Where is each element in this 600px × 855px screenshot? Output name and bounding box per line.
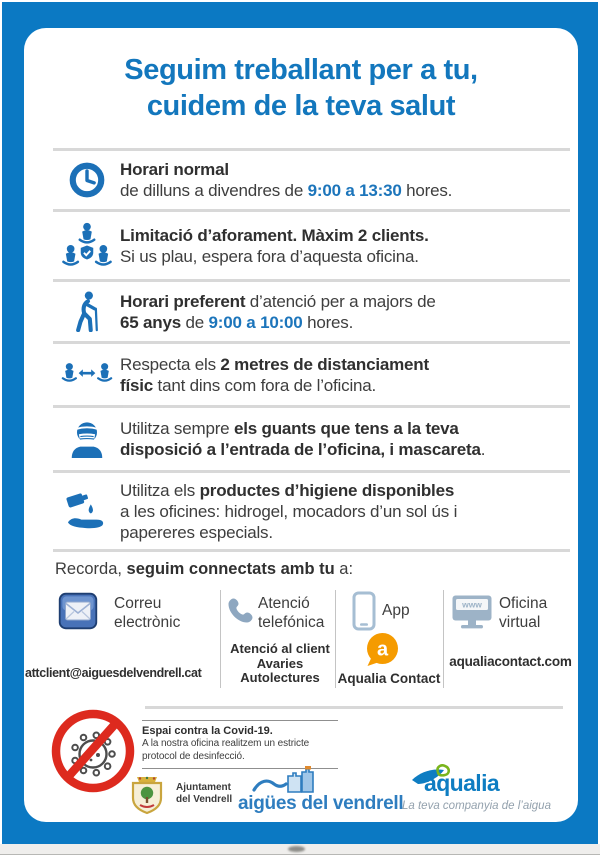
capacity-limit-icon	[62, 220, 112, 272]
phone-icon	[225, 596, 255, 631]
phone-service-line: Avaries	[256, 655, 304, 671]
item-text: Utilitza sempre els guants que tens a la teva disposició a l’entrada de l’oficina, i mascareta.	[120, 419, 486, 459]
item-text: Utilitza els productes d’higiene disponibles a les oficines: hidrogel, mocadors d’un sol ús i papereres especials.	[120, 480, 458, 542]
page-title-line2: cuidem de la teva salut	[146, 90, 456, 122]
scan-smudge	[288, 846, 305, 852]
phone-services	[222, 642, 338, 686]
icon-col	[53, 220, 120, 272]
web-url: aqualiacontact.com	[449, 654, 572, 669]
aqualia-contact-icon	[362, 630, 402, 675]
item-text: Respecta els 2 metres de distanciament físic tant dins com fora de l’oficina.	[120, 354, 429, 395]
covid-notice	[142, 720, 338, 769]
item-text: Horari preferent d’atenció per a majors de 65 anys de 9:00 a 10:00 hores.	[120, 291, 436, 332]
list-item-gloves-mask	[53, 405, 570, 470]
phone-channel-label	[258, 594, 324, 632]
icon-col	[53, 360, 120, 390]
list-item-distance	[53, 341, 570, 405]
monitor-www-icon	[451, 594, 493, 635]
elderly-priority-icon	[73, 291, 101, 332]
label-line: del Vendrell	[176, 794, 233, 805]
phone-service-line: Autolectures	[240, 670, 320, 685]
aqualia-tagline: La teva companyia de l’aigua	[402, 800, 551, 812]
measures-list	[53, 148, 570, 552]
label-line: Oficina	[499, 595, 548, 612]
covid-text-line: A la nostra oficina realitzem un estricte	[142, 738, 310, 749]
list-item-capacity	[53, 209, 570, 279]
label-line: electrònic	[114, 614, 181, 631]
list-item-hygiene	[53, 470, 570, 549]
label-line: Ajuntament	[176, 782, 231, 793]
ajuntament-label	[176, 782, 232, 806]
email-address: attclient@aiguesdelvendrell.cat	[25, 666, 202, 680]
vendrell-crest-icon	[124, 774, 170, 821]
svg-text:www: www	[462, 599, 482, 610]
contact-section	[24, 558, 578, 718]
contact-reminder: Recorda, seguim connectats amb tu a:	[55, 560, 354, 578]
social-distance-icon	[61, 360, 113, 390]
covid-title: Espai contra la Covid-19.	[142, 725, 273, 737]
covid-text-line: protocol de desinfecció.	[142, 750, 245, 762]
clock-icon	[68, 161, 106, 199]
label-line: virtual	[499, 614, 541, 631]
page-title	[24, 52, 578, 124]
label-line: Correu	[114, 595, 162, 612]
content-card	[24, 28, 578, 822]
label-line: Atenció	[258, 595, 310, 612]
hand-sanitizer-icon	[65, 491, 109, 531]
aqualia-logo: aqualia	[424, 770, 500, 796]
icon-col	[53, 161, 120, 199]
email-channel-label	[114, 594, 180, 632]
label-line: telefónica	[258, 614, 325, 631]
svg-text:a: a	[376, 638, 389, 661]
item-text: Limitació d’aforament. Màxim 2 clients. Si us plau, espera fora d’aquesta oficina.	[120, 225, 429, 266]
divider	[53, 549, 570, 552]
email-icon	[58, 592, 98, 635]
divider	[145, 706, 563, 709]
aigues-del-vendrell-logo: aigües del vendrell	[238, 793, 404, 814]
scan-bottom-strip	[0, 844, 600, 855]
icon-col	[53, 491, 120, 531]
divider	[443, 590, 444, 688]
list-item-schedule	[53, 148, 570, 209]
phone-service-line: Atenció al client	[230, 641, 330, 656]
mask-person-icon	[66, 419, 108, 459]
web-channel-label	[499, 594, 547, 632]
icon-col	[53, 419, 120, 459]
app-name: Aqualia Contact	[337, 671, 441, 686]
list-item-priority-hours	[53, 279, 570, 341]
icon-col	[53, 291, 120, 332]
page-title-line1: Seguim treballant per a tu,	[124, 54, 478, 86]
footer-logos	[24, 764, 578, 824]
app-channel-label: App	[382, 602, 410, 619]
item-text: Horari normal de dilluns a divendres de 9:00 a 13:30 hores.	[120, 160, 453, 200]
